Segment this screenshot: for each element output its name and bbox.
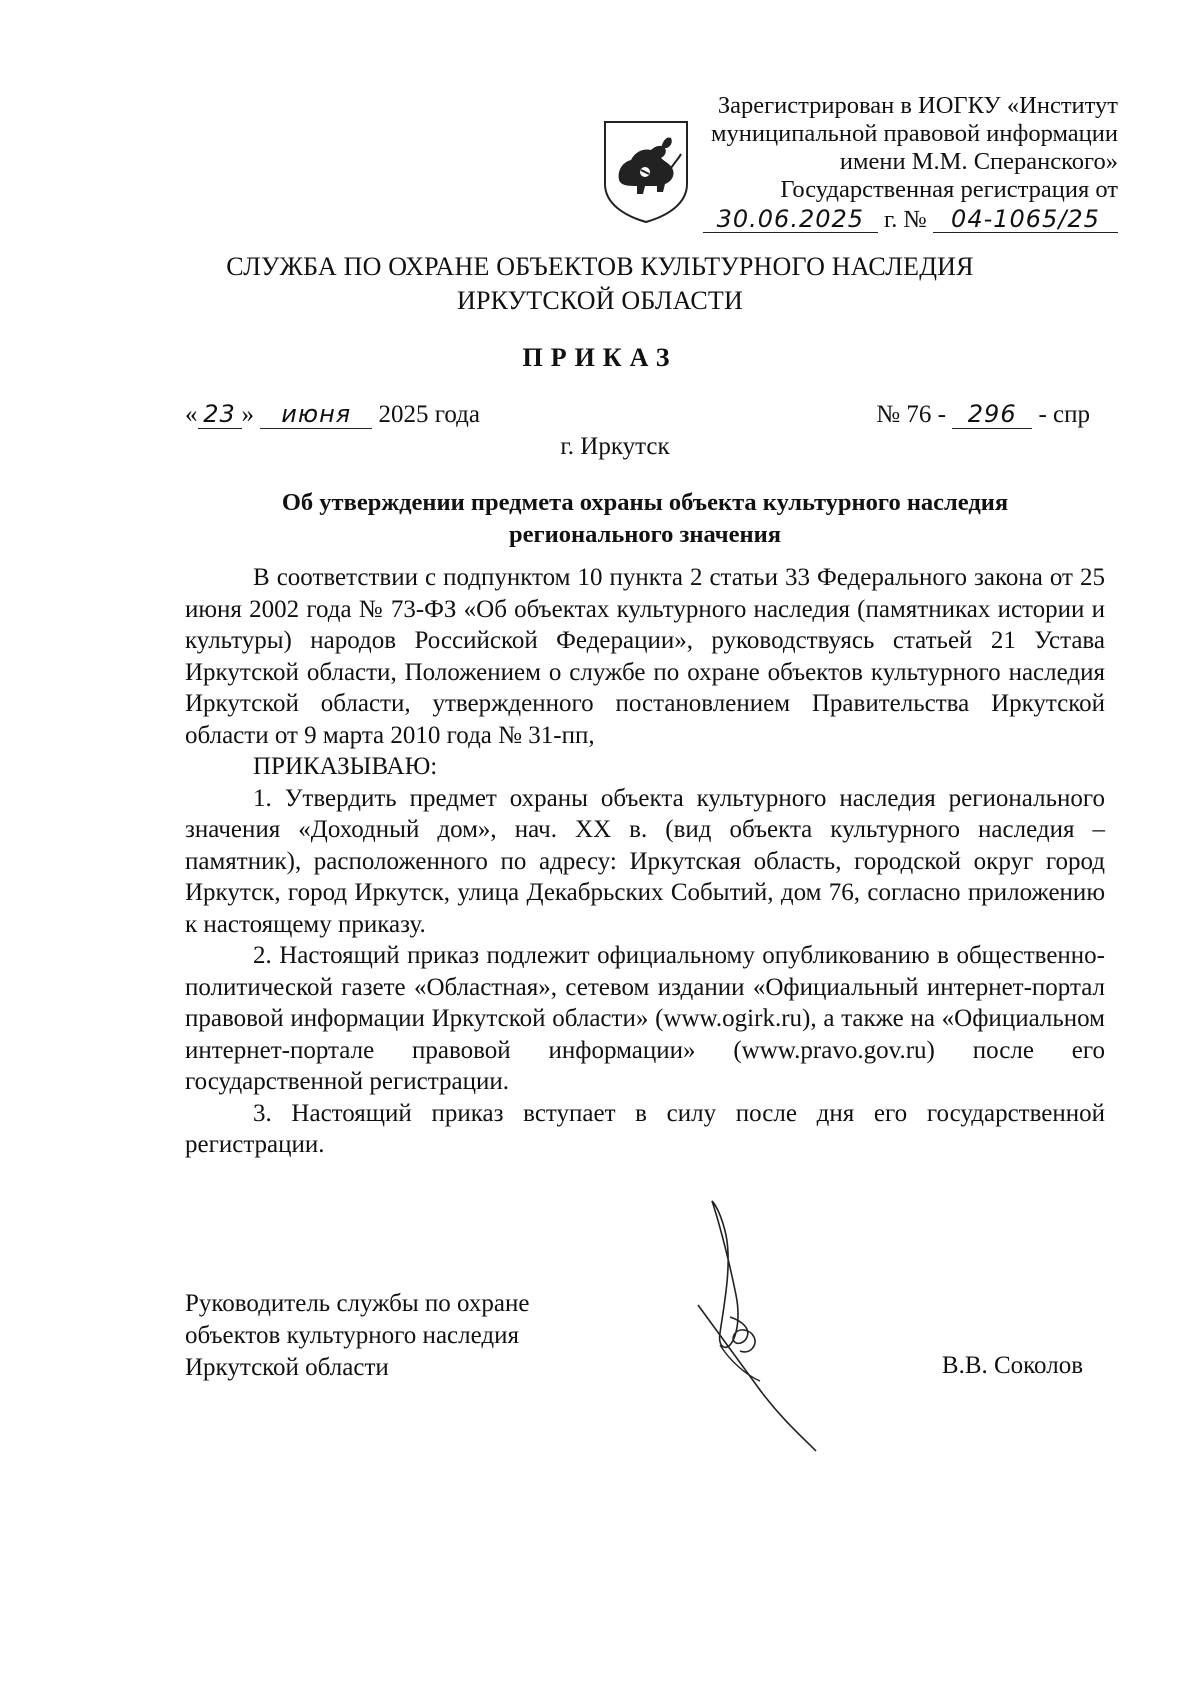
position-line-2: объектов культурного наследия xyxy=(185,1322,519,1349)
agency-name xyxy=(0,250,1200,318)
registration-number-prefix: г. № xyxy=(883,206,927,233)
title-line-2: регионального значения xyxy=(509,521,781,548)
registration-number: 04-1065/25 xyxy=(933,206,1118,233)
registration-date-line xyxy=(638,206,1118,234)
signatory-name: В.В. Соколов xyxy=(941,1352,1083,1379)
order-month: июня xyxy=(260,400,372,429)
date-open-quote: « xyxy=(185,401,198,428)
order-number xyxy=(876,400,1090,429)
registration-line-4: Государственная регистрация от xyxy=(780,176,1118,203)
order-day: 23 xyxy=(198,400,242,429)
position-line-1: Руководитель службы по охране xyxy=(185,1290,530,1317)
signatory-position xyxy=(185,1288,529,1384)
order-city: г. Иркутск xyxy=(560,433,670,460)
preamble-paragraph: В соответствии с подпунктом 10 пункта 2 статьи 33 Федерального закона от 25 июня 2002 года № 73-ФЗ «Об объектах культурного наследия (памятниках истории и культуры) народов Российской Федерации», руководствуясь статьей 21 Устава Иркутской области, Положением о службе по охране объектов культурного наследия Иркутской области, утвержденного постановлением Правительства Иркутской области от 9 марта 2010 года № 31-пп, xyxy=(185,564,1105,749)
registration-date: 30.06.2025 xyxy=(703,206,878,233)
order-date xyxy=(185,400,480,429)
order-title xyxy=(185,487,1105,551)
registration-stamp xyxy=(638,92,1118,234)
position-line-3: Иркутской области xyxy=(185,1354,389,1381)
order-year: 2025 года xyxy=(378,401,480,428)
order-number-suffix: - спр xyxy=(1038,401,1090,428)
agency-line-2: ИРКУТСКОЙ ОБЛАСТИ xyxy=(456,286,743,315)
handwritten-signature xyxy=(690,1195,860,1455)
date-close-quote: » xyxy=(241,401,254,428)
title-line-1: Об утверждении предмета охраны объекта культурного наследия xyxy=(281,489,1009,516)
order-word: ПРИКАЗЫВАЮ: xyxy=(253,753,438,780)
order-number-value: 296 xyxy=(952,400,1032,429)
registration-line-1: Зарегистрирован в ИОГКУ «Институт xyxy=(717,92,1118,119)
order-number-prefix: № 76 - xyxy=(876,401,946,428)
registration-line-2: муниципальной правовой информации xyxy=(711,120,1118,147)
agency-line-1: СЛУЖБА ПО ОХРАНЕ ОБЪЕКТОВ КУЛЬТУРНОГО НАСЛЕДИЯ xyxy=(226,252,974,281)
document-type: ПРИКАЗ xyxy=(522,343,678,372)
order-body xyxy=(185,562,1105,1161)
order-item-3: 3. Настоящий приказ вступает в силу после дня его государственной регистрации. xyxy=(185,1099,1105,1158)
order-item-2: 2. Настоящий приказ подлежит официальному опубликованию в общественно-политической газете «Областная», сетевом издании «Официальный интернет-портал правовой информации Иркутской области» (www.ogirk.ru), а также на «Официальном интернет-портале правовой информации» (www.pravo.gov.ru) после его государственной регистрации. xyxy=(185,942,1105,1095)
registration-line-3: имени М.М. Сперанского» xyxy=(839,148,1118,175)
order-item-1: 1. Утвердить предмет охраны объекта культурного наследия регионального значения «Доходный дом», нач. XX в. (вид объекта культурного наследия – памятник), расположенного по адресу: Иркутская область, городской округ город Иркутск, город Иркутск, улица Декабрьских Событий, дом 76, согласно приложению к настоящему приказу. xyxy=(185,784,1105,938)
